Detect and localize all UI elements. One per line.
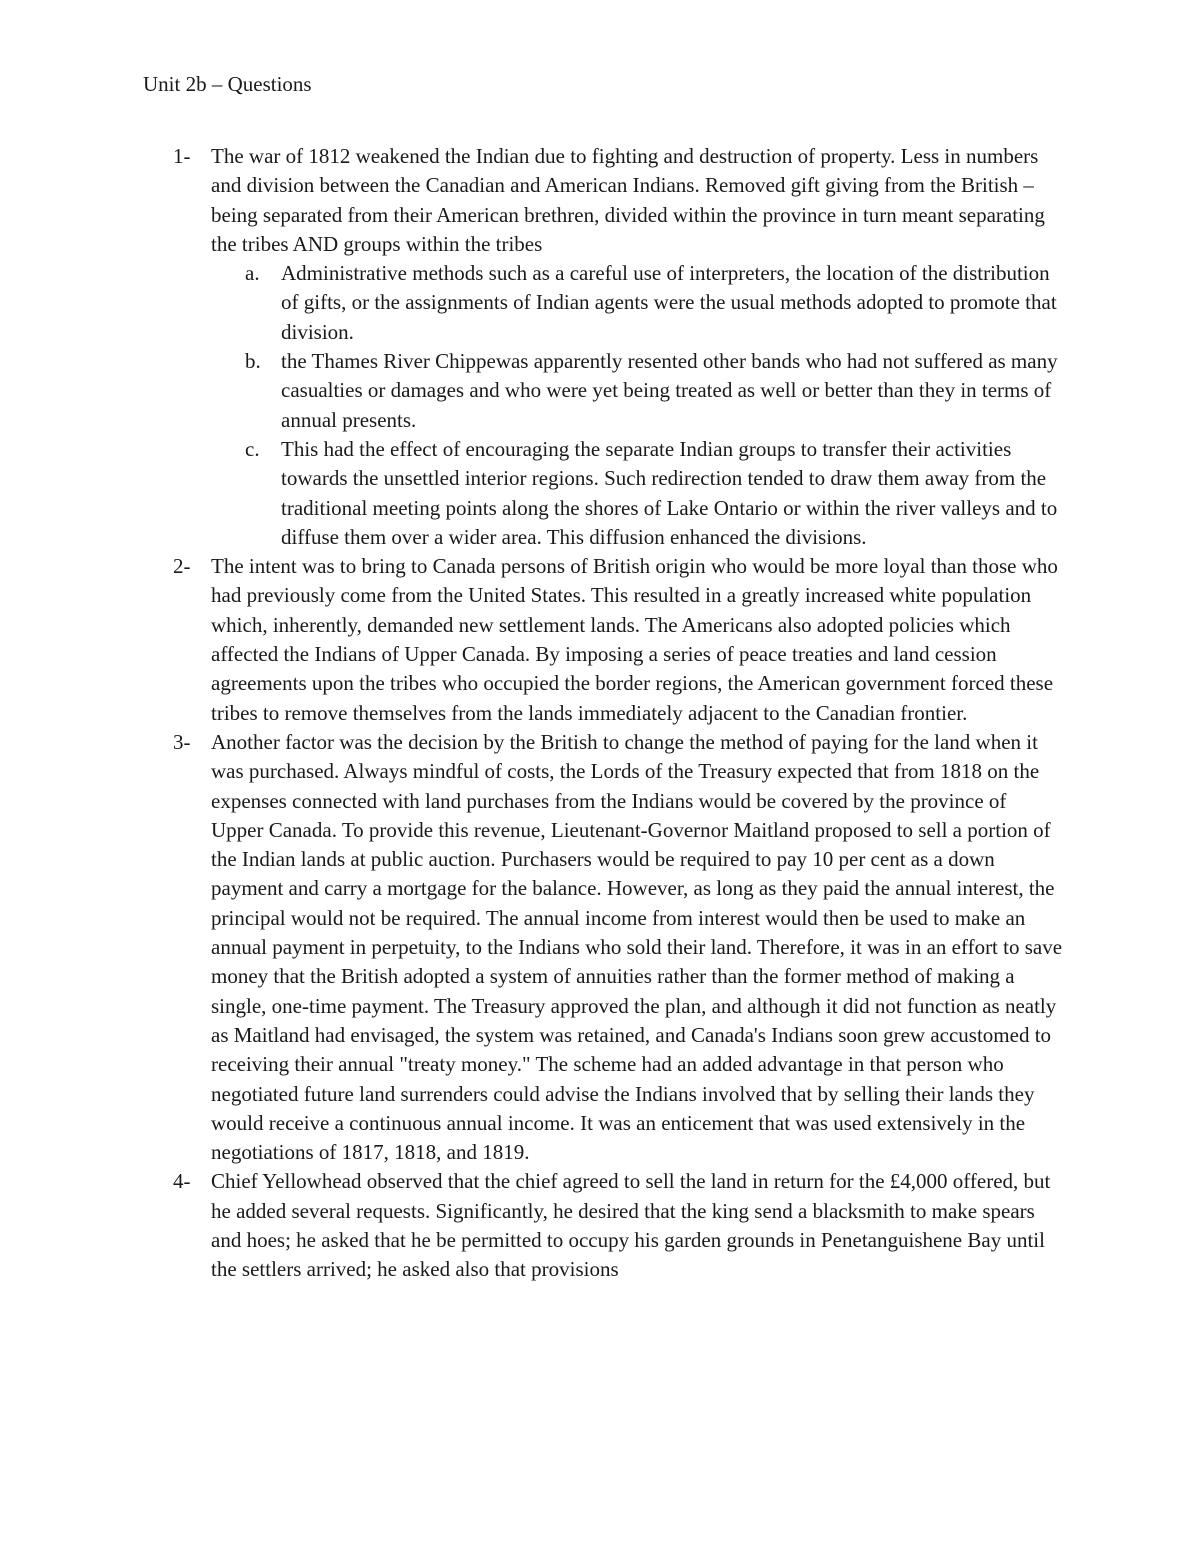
subitem-letter: c. [245, 436, 260, 461]
question-answer-text: The intent was to bring to Canada persons of British origin who would be more loyal than those who had previously come from the United States. This resulted in a greatly increased white population which, inherently, demanded new settlement lands. The Americans also adopted policies which affected the Indians of Upper Canada. By imposing a series of peace treaties and land cession agreements upon the tribes who occupied the border regions, the American government forced these tribes to remove themselves from the lands immediately adjacent to the Canadian frontier. [211, 554, 1058, 725]
question-list [143, 142, 1063, 1285]
subitem-a [211, 259, 1063, 347]
question-1 [143, 142, 1063, 552]
question-number: 1- [173, 144, 191, 168]
subitem-b [211, 347, 1063, 435]
question-1-subitems [211, 259, 1063, 552]
subitem-c [211, 435, 1063, 552]
subitem-text: the Thames River Chippewas apparently resented other bands who had not suffered as many casualties or damages and who were yet being treated as well or better than they in terms of annual presents. [281, 349, 1058, 432]
question-answer-text: Chief Yellowhead observed that the chief agreed to sell the land in return for the £4,000 offered, but he added several requests. Significantly, he desired that the king send a blacksmith to make spears and hoes; he asked that he be permitted to occupy his garden grounds in Penetanguishene Bay until the settlers arrived; he asked also that provisions [211, 1169, 1051, 1282]
subitem-text: This had the effect of encouraging the separate Indian groups to transfer their activities towards the unsettled interior regions. Such redirection tended to draw them away from the traditional meeting points along the shores of Lake Ontario or within the river valleys and to diffuse them over a wider area. This diffusion enhanced the divisions. [281, 436, 1058, 549]
subitem-text: Administrative methods such as a careful use of interpreters, the location of the distribution of gifts, or the assignments of Indian agents were the usual methods adopted to promote that division. [281, 261, 1057, 344]
subitem-letter: a. [245, 261, 260, 286]
question-number: 2- [173, 554, 191, 579]
question-2 [143, 552, 1063, 728]
question-number: 3- [173, 729, 191, 754]
question-3 [143, 728, 1063, 1167]
question-answer-text: Another factor was the decision by the British to change the method of paying for the land when it was purchased. Always mindful of costs, the Lords of the Treasury expected that from 1818 on the expenses connected with land purchases from the Indians would be covered by the province of Upper Canada. To provide this revenue, Lieutenant-Governor Maitland proposed to sell a portion of the Indian lands at public auction. Purchasers would be required to pay 10 per cent as a down payment and carry a mortgage for the balance. However, as long as they paid the annual interest, the principal would not be required. The annual income from interest would then be used to make an annual payment in perpetuity, to the Indians who sold their land. Therefore, it was in an effort to save money that the British adopted a system of annuities rather than the former method of making a single, one-time payment. The Treasury approved the plan, and although it did not function as neatly as Maitland had envisaged, the system was retained, and Canada's Indians soon grew accustomed to receiving their annual "treaty money." The scheme had an added advantage in that person who negotiated future land surrenders could advise the Indians involved that by selling their lands they would receive a continuous annual income. It was an enticement that was used extensively in the negotiations of 1817, 1818, and 1819. [211, 729, 1063, 1165]
question-answer-text: The war of 1812 weakened the Indian due to fighting and destruction of property. Less in numbers and division between the Canadian and American Indians. Removed gift giving from the British – being separated from their American brethren, divided within the province in turn meant separating the tribes AND groups within the tribes [211, 144, 1045, 256]
question-number: 4- [173, 1169, 191, 1194]
question-4 [143, 1167, 1063, 1284]
subitem-letter: b. [245, 349, 261, 374]
document-title: Unit 2b – Questions [143, 72, 312, 96]
